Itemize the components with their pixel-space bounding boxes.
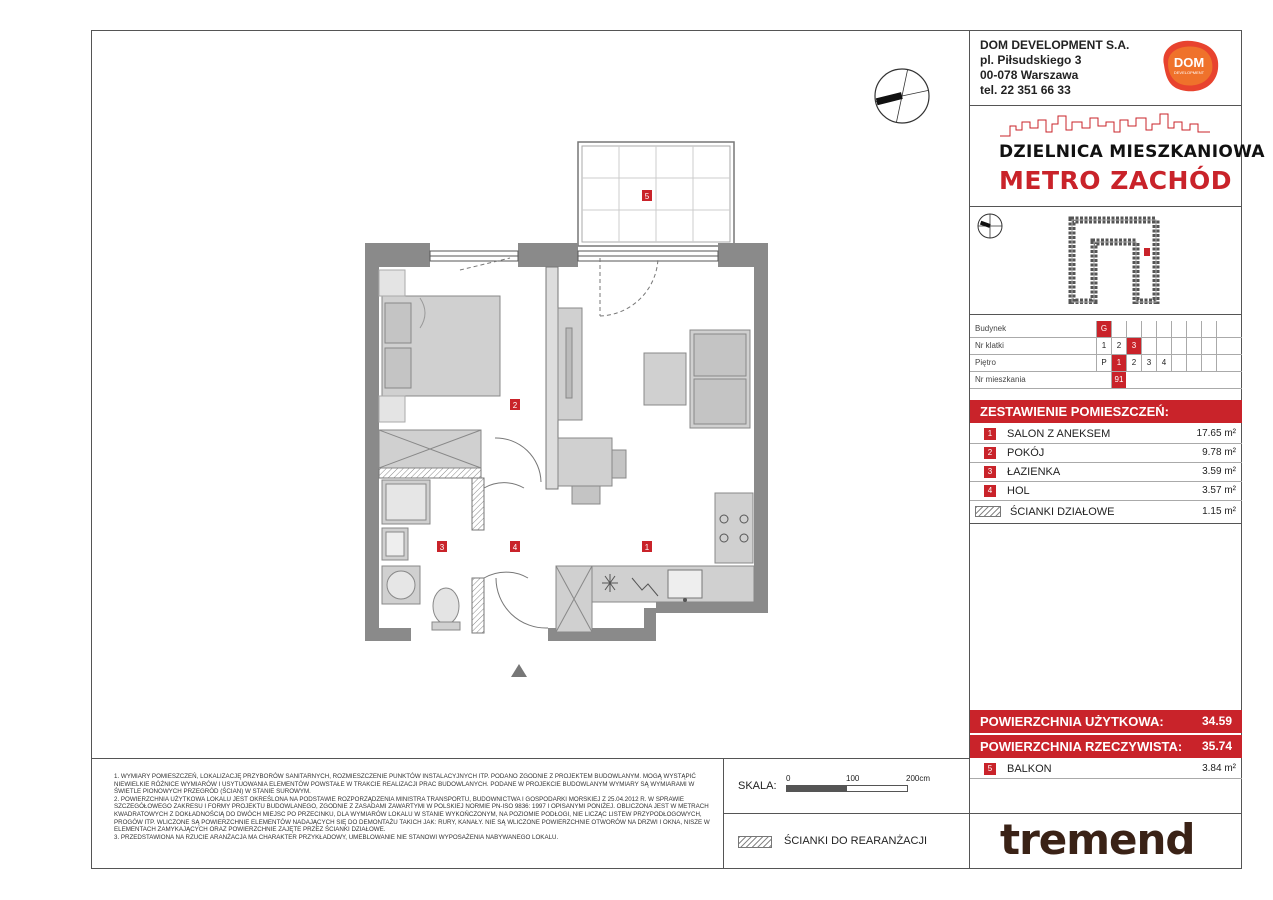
coffee-table xyxy=(644,353,686,405)
logo-subtext: DEVELOPMENT xyxy=(1173,70,1205,75)
logo-text: DOM xyxy=(1173,55,1205,70)
sofa xyxy=(690,330,750,428)
balcony-num: 5 xyxy=(984,763,996,775)
scale-label: SKALA: xyxy=(738,780,777,792)
actual-value: 35.74 xyxy=(1201,739,1232,753)
floor-plan xyxy=(360,138,770,683)
room-area: 17.65 m² xyxy=(1196,428,1236,439)
balcony-area: 3.84 m² xyxy=(1202,763,1236,774)
skyline-icon xyxy=(1000,112,1210,138)
building-value: G xyxy=(1096,321,1111,337)
usable-label: POWIERZCHNIA UŻYTKOWA: xyxy=(980,714,1164,729)
dining-table xyxy=(558,438,626,504)
room-row xyxy=(970,443,1242,463)
room-row xyxy=(970,424,1242,444)
room-num: 4 xyxy=(984,485,996,497)
legend-divider xyxy=(723,813,970,814)
project-line2: METRO ZACHÓD xyxy=(999,166,1232,195)
building-label: Budynek xyxy=(975,324,1007,333)
apt-value: 91 xyxy=(1111,372,1126,388)
scale-tick-0: 0 xyxy=(786,774,791,783)
plan-marker-2: 2 xyxy=(512,401,518,410)
notes xyxy=(114,773,712,841)
scale-tick-100: 100 xyxy=(846,774,860,783)
info-apt-row xyxy=(970,372,1242,389)
nightstand xyxy=(379,270,405,296)
room-area: 3.57 m² xyxy=(1202,485,1236,496)
room-row xyxy=(970,481,1242,501)
walls-label: ŚCIANKI DZIAŁOWE xyxy=(1010,506,1115,518)
floor-2: 2 xyxy=(1126,355,1141,371)
info-stair-row xyxy=(970,338,1242,355)
company-phone: tel. 22 351 66 33 xyxy=(980,83,1071,97)
room-num: 1 xyxy=(984,428,996,440)
actual-area-bar xyxy=(970,735,1242,758)
company-city: 00-078 Warszawa xyxy=(980,68,1079,82)
panel-sep-3 xyxy=(970,314,1242,315)
stair-label: Nr klatki xyxy=(975,341,1004,350)
room-area: 9.78 m² xyxy=(1202,447,1236,458)
room-num: 2 xyxy=(984,447,996,459)
room-name: SALON Z ANEKSEM xyxy=(1007,428,1111,440)
tremend-logo: tremend xyxy=(1000,815,1195,864)
balcony-name: BALKON xyxy=(1007,763,1052,775)
notes-divider xyxy=(91,758,970,759)
apt-label: Nr mieszkania xyxy=(975,375,1026,384)
room-name: HOL xyxy=(1007,485,1030,497)
panel-sep-2 xyxy=(970,206,1242,207)
balcony xyxy=(578,142,734,246)
entrance-arrow-icon xyxy=(511,664,527,677)
stair-1: 1 xyxy=(1096,338,1111,354)
bed xyxy=(382,296,500,396)
plan-marker-4: 4 xyxy=(512,543,518,552)
bathroom-fixtures xyxy=(382,480,460,630)
rearrange-label: ŚCIANKI DO REARANŻACJI xyxy=(784,835,928,847)
dom-development-logo xyxy=(1156,37,1222,93)
usable-area-bar xyxy=(970,710,1242,733)
walls-area: 1.15 m² xyxy=(1202,506,1236,517)
note-1: 1. WYMIARY POMIESZCZEŃ, LOKALIZACJĘ PRZYBORÓW SANITARNYCH, ROZMIESZCZENIE PUNKTÓW INSTALACYJNYCH ITP. PODANO ZGODNIE Z PROJEKTEM BUDOWLANYM. MOGĄ WYSTĄPIĆ NIEWIELKIE RÓŻNICE WYMIARÓW I USYTUOWANIA ELEMENTÓW POWSTAŁE W TRAKCIE REALIZACJI PRAC BUDOWLANYCH. PODANE W PROJEKCIE BUDOWLANYM WYMIARY SĄ WYMIARAMI W ŚWIETLE PIONOWYCH PRZEGRÓD (ŚCIAN) W STANIE SUROWYM. xyxy=(114,773,696,796)
usable-value: 34.59 xyxy=(1201,714,1232,728)
building-key-plan xyxy=(1064,212,1164,304)
room-name: ŁAZIENKA xyxy=(1007,466,1061,478)
plan-marker-1: 1 xyxy=(644,543,650,552)
company-street: pl. Piłsudskiego 3 xyxy=(980,53,1082,67)
floor-4: 4 xyxy=(1156,355,1171,371)
north-arrow-icon xyxy=(872,66,932,126)
hatch-swatch xyxy=(975,506,1001,517)
panel-sep-4 xyxy=(970,813,1242,814)
actual-label: POWIERZCHNIA RZECZYWISTA: xyxy=(980,739,1183,754)
floor-p: P xyxy=(1096,355,1111,371)
room-num: 3 xyxy=(984,466,996,478)
compass-small-icon xyxy=(976,212,1004,240)
scale-bar-dark xyxy=(786,785,848,792)
company-info xyxy=(980,38,1129,98)
nightstand xyxy=(379,396,405,422)
scale-tick-200: 200cm xyxy=(906,774,931,783)
note-3: 3. PRZEDSTAWIONA NA RZUCIE ARANŻACJA MA CHARAKTER PRZYKŁADOWY, UMEBLOWANIE NIE STANOWI WYPOSAŻENIA NABYWANEGO LOKALU. xyxy=(114,833,559,841)
note-2: 2. POWIERZCHNIA UŻYTKOWA LOKALU JEST OKREŚLONA NA PODSTAWIE ROZPORZĄDZENIA MINISTRA TRANSPORTU, BUDOWNICTWA I GOSPODARKI MORSKIEJ Z 25.04.2012 R. W SPRAWIE SZCZEGÓŁOWEGO ZAKRESU I FORMY PROJEKTU BUDOWLANEGO, ZGODNIE Z ZASADAMI ZAWARTYMI W POLSKIEJ NORMIE PN-ISO 9836: 1997 I OPISANYMI PONIŻEJ. OBLICZONA JEST W METRACH KWADRATOWYCH Z DOKŁADNOŚCIĄ DO DWÓCH MIEJSC PO PRZECINKU, DLA WYMIARÓW LOKALU W STANIE WYKOŃCZONYM, NA POZIOMIE PODŁOGI, NIE LICZĄC LISTEW PRZYPODŁOGOWYCH, PROGÓW ITP. WLICZONE SĄ POWIERZCHNIE ELEMENTÓW NADAJĄCYCH SIĘ DO DEMONTAŻU TAKICH JAK: RURY, KANAŁY. NIE SĄ WLICZONE POWIERZCHNIE OTWORÓW NA DRZWI I OKNA, NISZE W ELEMENTACH ZAMYKAJĄCYCH ORAZ POWIERZCHNIE ZAJĘTE PRZEZ ŚCIANKI DZIAŁOWE. xyxy=(114,795,710,834)
info-building-row xyxy=(970,321,1242,338)
floor-3: 3 xyxy=(1141,355,1156,371)
floor-1: 1 xyxy=(1111,355,1126,371)
walls-row xyxy=(970,502,1242,521)
room-name: POKÓJ xyxy=(1007,447,1045,459)
stair-2: 2 xyxy=(1111,338,1126,354)
info-floor-row xyxy=(970,355,1242,372)
rooms-title: ZESTAWIENIE POMIESZCZEŃ: xyxy=(970,400,1242,423)
company-name: DOM DEVELOPMENT S.A. xyxy=(980,38,1130,52)
rearrange-hatch-swatch xyxy=(738,836,772,848)
plan-marker-5: 5 xyxy=(644,192,650,201)
project-line1: DZIELNICA MIESZKANIOWA xyxy=(999,142,1265,162)
panel-sep-1 xyxy=(970,105,1242,106)
room-row xyxy=(970,462,1242,482)
rooms-end-divider xyxy=(970,523,1242,524)
balcony-row xyxy=(970,759,1242,779)
floor-label: Piętro xyxy=(975,358,996,367)
room-area: 3.59 m² xyxy=(1202,466,1236,477)
stair-3: 3 xyxy=(1126,338,1141,354)
scale-bar-light xyxy=(846,785,908,792)
plan-marker-3: 3 xyxy=(439,543,445,552)
